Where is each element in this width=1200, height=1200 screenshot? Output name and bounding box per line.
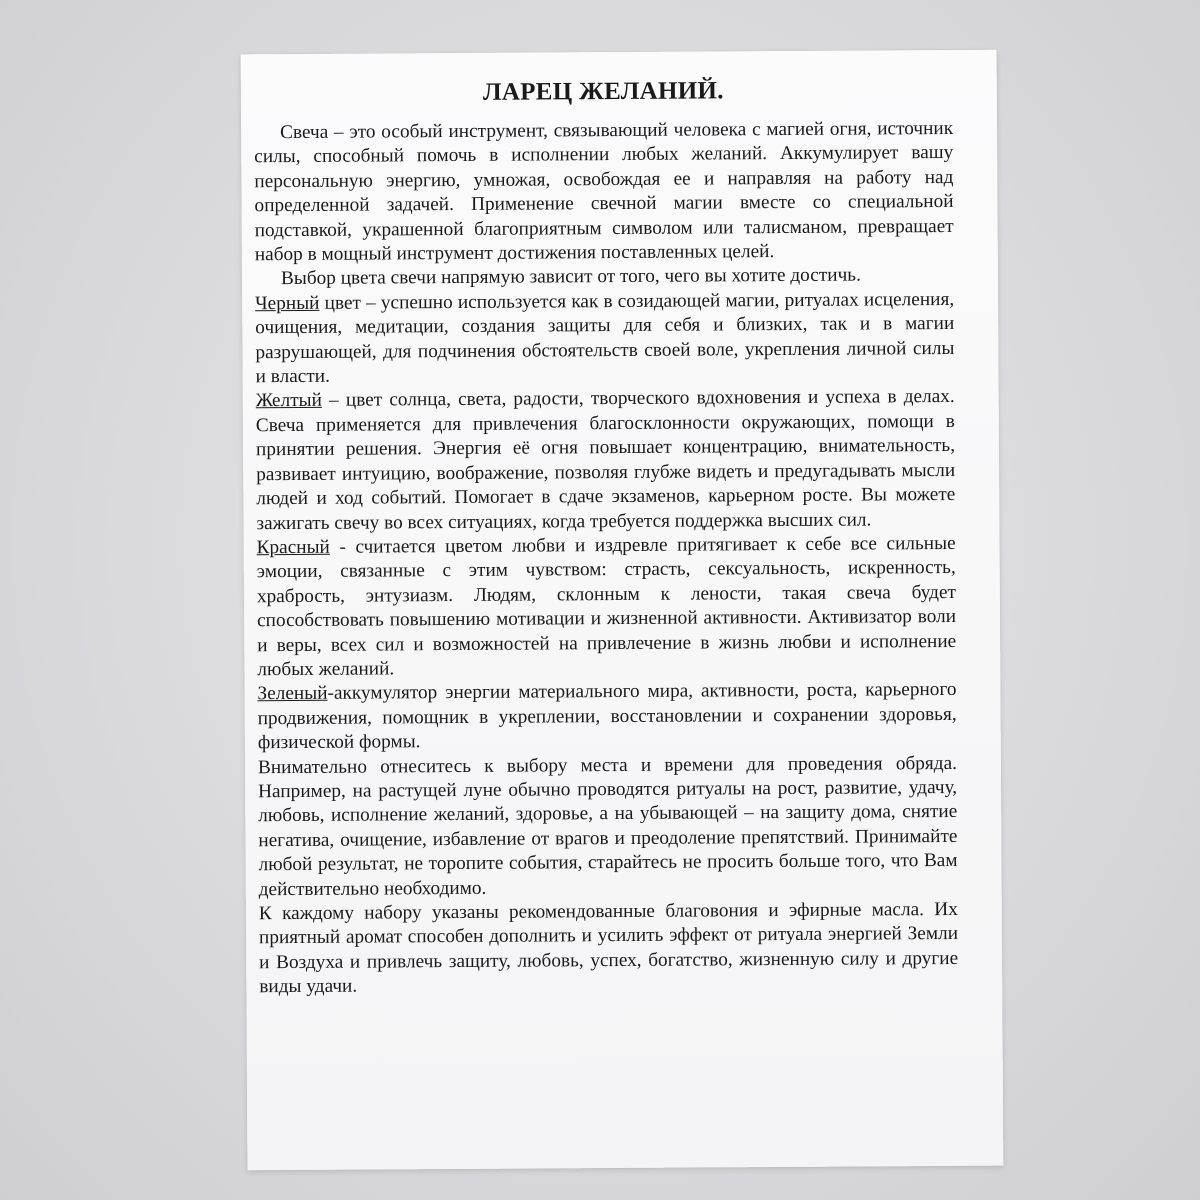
leaflet-text [254,75,959,1000]
color-yellow-text: – цвет солнца, света, радости, творческого вдохновения и успеха в делах. Свеча применяется для привлечения благосклонности окружающих, помощи в принятии решения. Энергия её огня повышает концентрацию, внимательность, развивает интуицию, воображение, позволяя глубже видеть и предугадывать мысли людей и ход событий. Помогает в сдаче экзаменов, карьерном росте. Вы можете зажигать свечу во всех ситуациях, когда требуется поддержка высших сил. [255,386,956,534]
ritual-timing-paragraph: Внимательно отнеситесь к выбору места и времени для проведения обряда. Например, на растущей луне обычно проводятся ритуалы на рост, развитие, удачу, любовь, исполнение желаний, здоровье, а на убывающей – на защиту дома, снятие негатива, очищение, избавление от врагов и преодоление препятствий. Принимайте любой результат, не торопите события, старайтесь не просить больше того, что Вам действительно необходимо. [257,752,958,900]
color-yellow-name: Желтый [255,390,322,412]
color-green-paragraph [257,678,956,755]
color-black-name: Черный [255,292,320,315]
color-black-paragraph [255,288,955,390]
color-black-text: цвет – успешно используется как в созидающей магии, ритуалах исцеления, очищения, медитации, создания защиты для себя и близких, так и в магии разрушающей, для подчинения обстоятельств своей воле, укрепления личной силы и власти. [255,288,955,388]
color-red-text: - считается цветом любви и издревле притягивает к себе все сильные эмоции, связанные с этим чувством: страсть, сексуальность, искренность, храбрость, энтузиазм. Людям, склонным к лености, такая свеча будет способствовать повышению мотивации и жизненной активности. Активизатор воли и веры, всех сил и возможностей на привлечение в жизнь любви и исполнение любых желаний. [256,532,957,681]
color-green-text: -аккумулятор энергии материального мира, активности, роста, карьерного продвижения, помощник в укреплении, восстановлении и сохранении здоровья, физической формы. [257,679,957,754]
color-choice-paragraph: Выбор цвета свечи напрямую зависит от того, чего вы хотите достичь. [280,264,861,290]
color-green-name: Зеленый [257,683,328,705]
color-red-paragraph [257,532,957,683]
intro-paragraph: Свеча – это особый инструмент, связывающий человека с магией огня, источник силы, способный помочь в исполнении любых желаний. Аккумулирует вашу персональную энергию, умножая, освобождая ее и направляя на работу над определенной задачей. Применение свечной магии вместе со специальной подставкой, украшенной благоприятным символом или талисманом, превращает набор в мощный инструмент достижения поставленных целей. [254,117,954,266]
leaflet-title: ЛАРЕЦ ЖЕЛАНИЙ. [482,77,724,106]
color-red-name: Красный [256,536,330,559]
color-yellow-paragraph [256,385,956,536]
instruction-leaflet [241,50,1004,1171]
aroma-paragraph: К каждому набору указаны рекомендованные благовония и эфирные масла. Их приятный аромат способен дополнить и усилить эффект от ритуала энергией Земли и Воздуха и привлечь защиту, любовь, успех, богатство, жизненную силу и другие виды удачи. [258,898,959,998]
